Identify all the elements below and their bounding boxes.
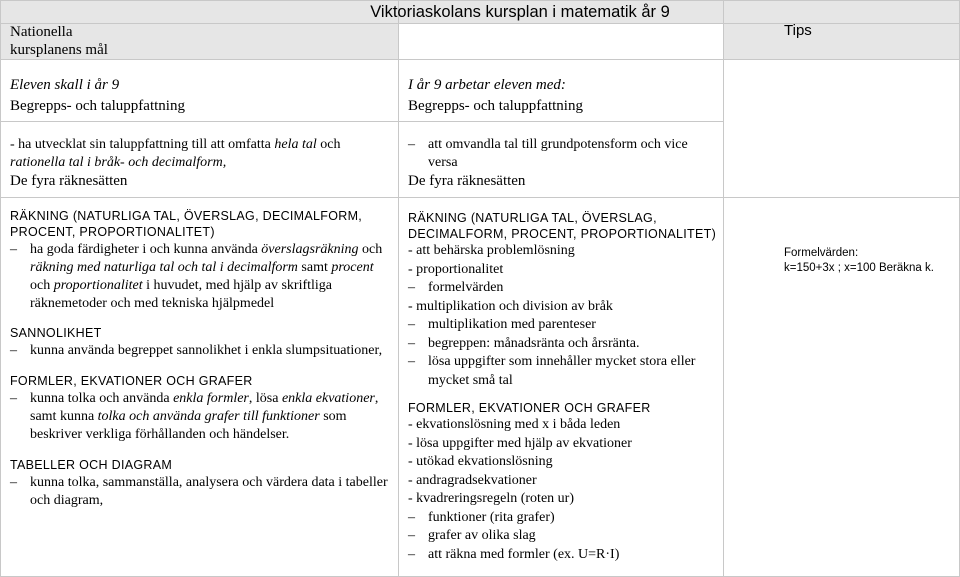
formler-item: – kunna tolka och använda enkla formler, lösa enkla ekvationer, samt kunna tolka och använda grafer till funktioner som beskriver verkliga förhållanden och händelser. <box>10 391 379 442</box>
list-item: – lösa uppgifter som innehåller mycket stora eller mycket små tal <box>408 354 696 388</box>
col2-begrepp-item: – att omvandla tal till grundpotensform och vice versa <box>408 137 688 170</box>
list-item: – grafer av olika slag <box>408 528 536 543</box>
list-item: - kvadreringsregeln (roten ur) <box>408 491 574 506</box>
list-item: – begreppen: månadsränta och årsränta. <box>408 335 640 351</box>
col2-formler-list <box>408 416 720 564</box>
tip-line-1: Formelvärden: <box>784 247 859 259</box>
tip-line-2: k=150+3x ; x=100 Beräkna k. <box>784 262 934 274</box>
col2-rakning-list <box>408 242 720 390</box>
list-item: - ekvationslösning med x i båda leden <box>408 417 621 432</box>
col1-begrepp-item: - ha utvecklat sin taluppfattning till att omfatta hela tal och rationella tal i bråk- och decimalform, <box>10 137 341 170</box>
list-item: - multiplikation och division av bråk <box>408 298 613 314</box>
col1-fyra-heading: De fyra räknesätten <box>10 173 128 189</box>
tabeller-item: – kunna tolka, sammanställa, analysera och värdera data i tabeller och diagram, <box>10 475 388 508</box>
sannolikhet-heading: SANNOLIKHET <box>10 326 102 340</box>
col2-begrepp-heading: Begrepps- och taluppfattning <box>408 98 583 114</box>
list-item: – formelvärden <box>408 280 504 295</box>
col2-rakning-heading: RÄKNING (NATURLIGA TAL, ÖVERSLAG, DECIMALFORM, PROCENT, PROPORTIONALITET) <box>408 211 717 241</box>
tips-content <box>784 246 956 276</box>
list-item: - utökad ekvationslösning <box>408 454 553 469</box>
page-title: Viktoriaskolans kursplan i matematik år 9 <box>370 3 670 21</box>
col2-formler-heading: FORMLER, EKVATIONER OCH GRAFER <box>408 401 651 415</box>
col1-content <box>10 208 394 510</box>
list-item: – funktioner (rita grafer) <box>408 509 555 525</box>
list-item: - att behärska problemlösning <box>408 243 575 258</box>
col1-begrepp-heading: Begrepps- och taluppfattning <box>10 98 185 114</box>
list-item: - lösa uppgifter med hjälp av ekvationer <box>408 435 632 451</box>
tabeller-heading: TABELLER OCH DIAGRAM <box>10 458 173 472</box>
rakning-heading: RÄKNING (NATURLIGA TAL, ÖVERSLAG, DECIMALFORM, PROCENT, PROPORTIONALITET) <box>10 209 363 239</box>
sannolikhet-item: – kunna använda begreppet sannolikhet i enkla slumpsituationer, <box>10 343 383 358</box>
col1-header: Nationella kursplanens mål <box>10 24 108 58</box>
col1-subheading: Eleven skall i år 9 <box>10 77 120 93</box>
list-item: – multiplikation med parenteser <box>408 317 596 332</box>
rakning-item: – ha goda färdigheter i och kunna använda överslagsräkning och räkning med naturliga tal och tal i decimalform samt procent och proportionalitet i huvudet, med hjälp av skriftliga räknemetoder och med tekniska hjälpmedel <box>10 242 383 311</box>
formler-heading: FORMLER, EKVATIONER OCH GRAFER <box>10 374 253 388</box>
list-item: - andragradsekvationer <box>408 472 537 488</box>
col2-subheading: I år 9 arbetar eleven med: <box>408 77 566 93</box>
col2-content <box>408 210 720 564</box>
list-item: - proportionalitet <box>408 261 504 277</box>
col3-header: Tips <box>784 22 812 39</box>
col2-fyra-heading: De fyra räknesätten <box>408 173 526 189</box>
list-item: – att räkna med formler (ex. U=R·I) <box>408 546 620 562</box>
